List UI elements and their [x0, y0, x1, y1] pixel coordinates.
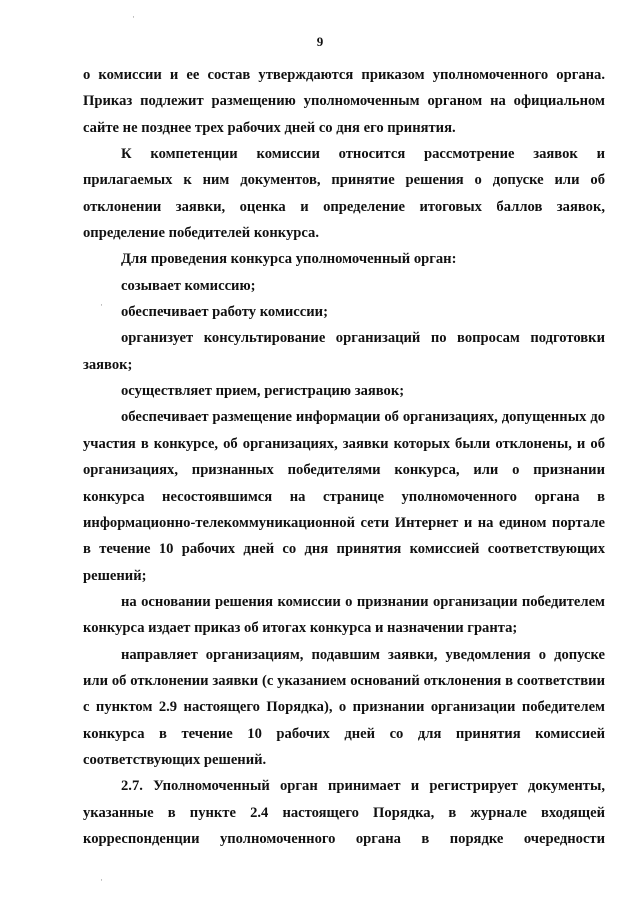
scan-speck: · — [100, 300, 103, 310]
list-item-order: на основании решения комиссии о признании организации победителем конкурса издает приказ об итогах конкурса и назначении гранта; — [83, 593, 605, 637]
page-number: 9 — [316, 34, 324, 49]
paragraph-commission-composition: о комиссии и ее состав утверждаются приказом уполномоченного органа. Приказ подлежит размещению уполномоченным органом на официальном сайте не позднее трех рабочих дней со дня его принятия. — [83, 67, 605, 136]
paragraph-section-2-7: 2.7. Уполномоченный орган принимает и регистрирует документы, указанные в пункте 2.4 настоящего Порядка, в журнале входящей корреспонденции уполномоченного органа в порядке очередности — [83, 778, 605, 847]
paragraph-contest-intro: Для проведения конкурса уполномоченный орган: — [121, 251, 457, 268]
document-body — [83, 62, 605, 852]
list-item-notifications: направляет организациям, подавшим заявки, уведомления о допуске или об отклонении заявки (с указанием оснований отклонения в соответствии с пунктом 2.9 настоящего Порядка), о признании организации победителем конкурса в течение 10 рабочих дней со для принятия комиссией соответствующих решений. — [83, 646, 605, 768]
paragraph-commission-competence: К компетенции комиссии относится рассмотрение заявок и прилагаемых к ним документов, принятие решения о допуске или об отклонении заявки, оценка и определение итоговых баллов заявок, определение победителей конкурса. — [83, 146, 605, 242]
list-item-convenes: созывает комиссию; — [121, 277, 256, 294]
list-item-publication: обеспечивает размещение информации об организациях, допущенных до участия в конкурсе, об организациях, заявки которых были отклонены, и об организациях, признанных победителями конкурса, или о признании конкурса несостоявшимся на странице уполномоченного органа в информационно-телекоммуникационной сети Интернет и на едином портале в течение 10 рабочих дней со дня принятия комиссией соответствующих решений; — [83, 409, 605, 584]
list-item-registration: осуществляет прием, регистрацию заявок; — [121, 383, 405, 400]
list-item-ensures-work: обеспечивает работу комиссии; — [121, 304, 328, 321]
scan-speck: · — [100, 875, 103, 885]
list-item-consulting: организует консультирование организаций по вопросам подготовки заявок; — [83, 330, 605, 373]
scan-speck: · — [132, 12, 135, 22]
